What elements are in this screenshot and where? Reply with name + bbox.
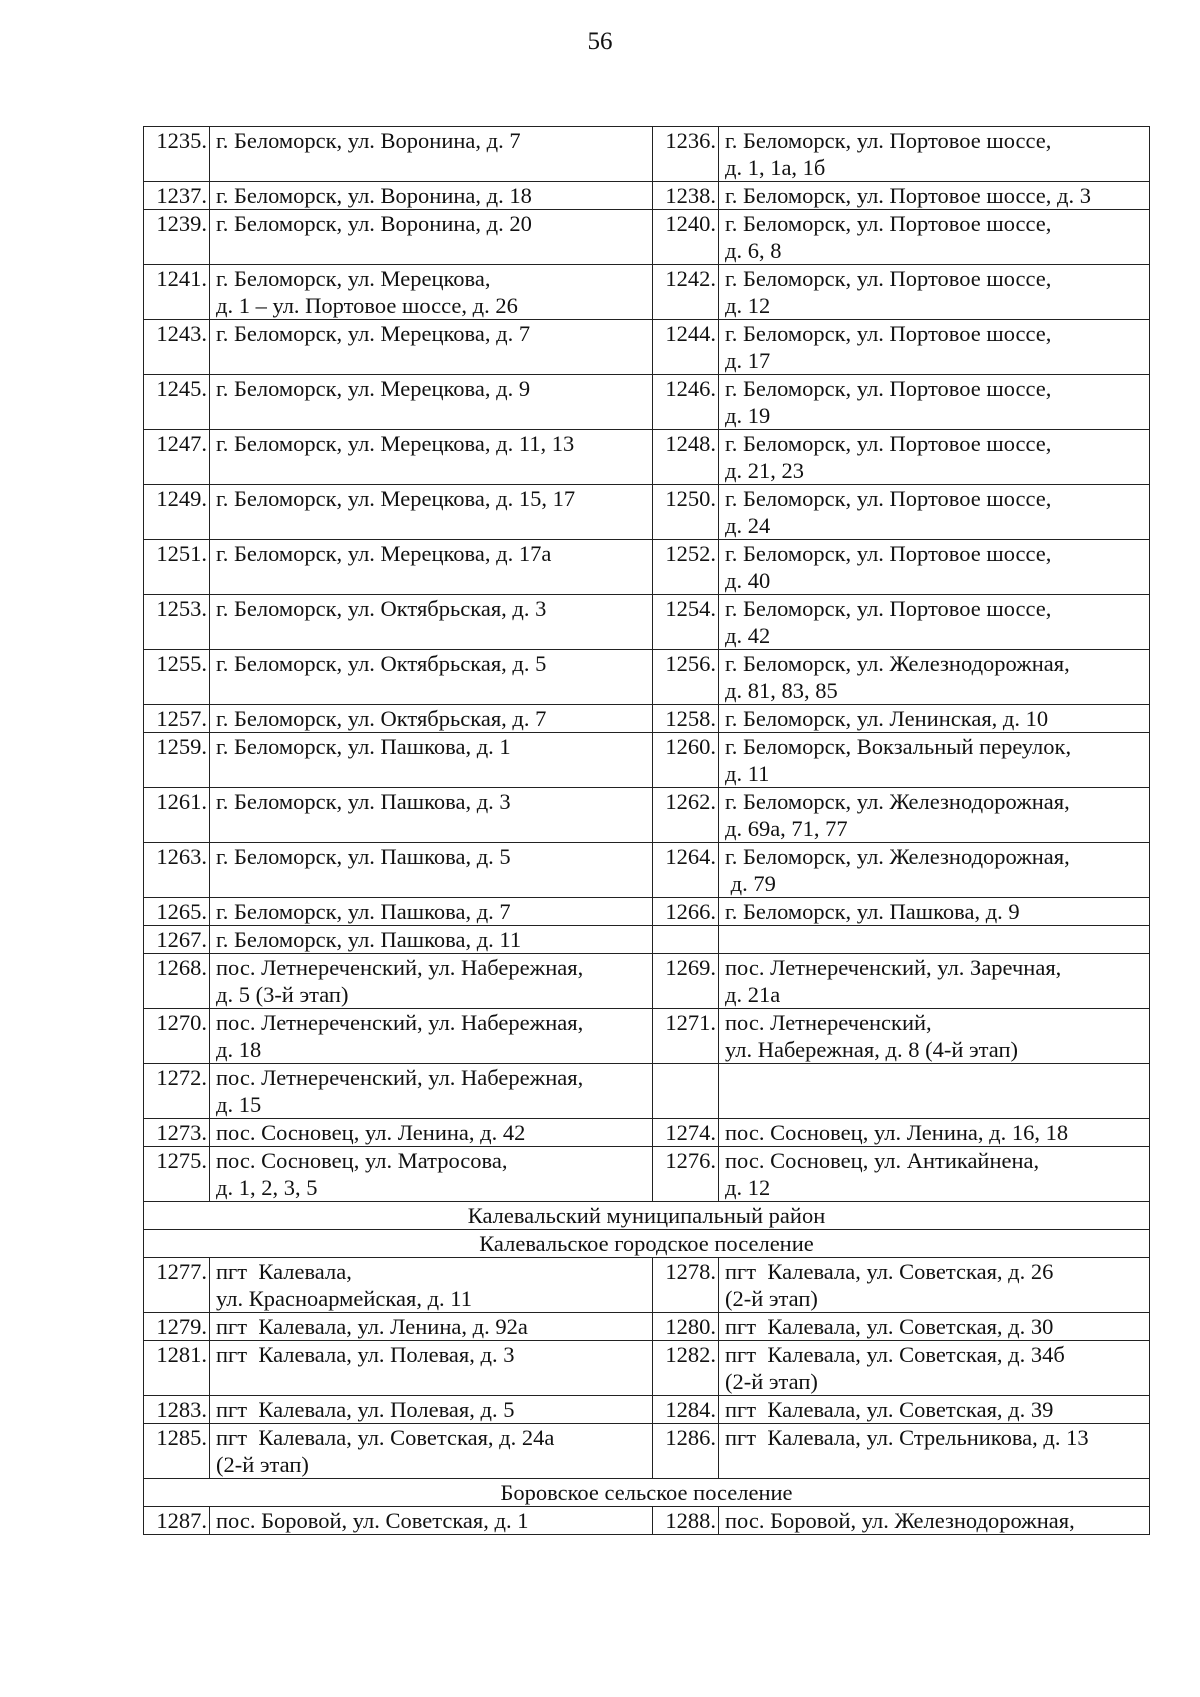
table-row	[144, 1147, 1150, 1202]
address-table	[143, 126, 1150, 1535]
table-row	[144, 127, 1150, 182]
entry-address: г. Беломорск, ул. Ленинская, д. 10	[719, 705, 1150, 733]
entry-address: пос. Летнереченский, ул. Набережная, д. 8 (4-й этап)	[719, 1009, 1150, 1064]
entry-address: пос. Сосновец, ул. Матросова, д. 1, 2, 3, 5	[210, 1147, 653, 1202]
entry-address: г. Беломорск, ул. Пашкова, д. 9	[719, 898, 1150, 926]
table-row	[144, 485, 1150, 540]
entry-number: 1279.	[144, 1313, 210, 1341]
table-row	[144, 1424, 1150, 1479]
entry-address: г. Беломорск, ул. Воронина, д. 20	[210, 210, 653, 265]
entry-address: г. Беломорск, ул. Портовое шоссе, д. 19	[719, 375, 1150, 430]
entry-number: 1254.	[653, 595, 719, 650]
entry-address: г. Беломорск, ул. Мерецкова, д. 1 – ул. Портовое шоссе, д. 26	[210, 265, 653, 320]
entry-number: 1274.	[653, 1119, 719, 1147]
entry-number: 1269.	[653, 954, 719, 1009]
entry-address: г. Беломорск, ул. Портовое шоссе, д. 6, 8	[719, 210, 1150, 265]
entry-number: 1272.	[144, 1064, 210, 1119]
entry-address: г. Беломорск, Вокзальный переулок, д. 11	[719, 733, 1150, 788]
entry-number: 1273.	[144, 1119, 210, 1147]
entry-address: г. Беломорск, ул. Портовое шоссе, д. 21, 23	[719, 430, 1150, 485]
entry-address: г. Беломорск, ул. Портовое шоссе, д. 42	[719, 595, 1150, 650]
entry-number: 1282.	[653, 1341, 719, 1396]
page-number: 56	[587, 28, 613, 55]
entry-address	[719, 1064, 1150, 1119]
entry-number: 1237.	[144, 182, 210, 210]
entry-address: пгт Калевала, ул. Советская, д. 30	[719, 1313, 1150, 1341]
entry-number: 1257.	[144, 705, 210, 733]
entry-address: пос. Боровой, ул. Железнодорожная,	[719, 1507, 1150, 1535]
entry-address: г. Беломорск, ул. Пашкова, д. 7	[210, 898, 653, 926]
entry-number: 1266.	[653, 898, 719, 926]
entry-number: 1277.	[144, 1258, 210, 1313]
table-row	[144, 926, 1150, 954]
entry-number: 1247.	[144, 430, 210, 485]
entry-address: г. Беломорск, ул. Воронина, д. 7	[210, 127, 653, 182]
entry-address: пгт Калевала, ул. Советская, д. 24а (2-й этап)	[210, 1424, 653, 1479]
entry-number: 1240.	[653, 210, 719, 265]
entry-number: 1268.	[144, 954, 210, 1009]
table-row	[144, 1313, 1150, 1341]
section-title: Боровское сельское поселение	[144, 1479, 1150, 1507]
table-row	[144, 1009, 1150, 1064]
table-row	[144, 788, 1150, 843]
table-row	[144, 705, 1150, 733]
entry-number: 1281.	[144, 1341, 210, 1396]
entry-address: г. Беломорск, ул. Пашкова, д. 11	[210, 926, 653, 954]
entry-address: пос. Летнереченский, ул. Набережная, д. 15	[210, 1064, 653, 1119]
entry-number: 1271.	[653, 1009, 719, 1064]
entry-number: 1284.	[653, 1396, 719, 1424]
entry-address: г. Беломорск, ул. Портовое шоссе, д. 3	[719, 182, 1150, 210]
section-row	[144, 1230, 1150, 1258]
entry-number: 1270.	[144, 1009, 210, 1064]
entry-number: 1251.	[144, 540, 210, 595]
entry-address: г. Беломорск, ул. Портовое шоссе, д. 40	[719, 540, 1150, 595]
entry-number: 1239.	[144, 210, 210, 265]
entry-address: г. Беломорск, ул. Железнодорожная, д. 81, 83, 85	[719, 650, 1150, 705]
entry-number: 1263.	[144, 843, 210, 898]
entry-address: пос. Сосновец, ул. Антикайнена, д. 12	[719, 1147, 1150, 1202]
entry-number: 1265.	[144, 898, 210, 926]
entry-number: 1283.	[144, 1396, 210, 1424]
entry-number: 1258.	[653, 705, 719, 733]
section-row	[144, 1202, 1150, 1230]
entry-number	[653, 926, 719, 954]
entry-number: 1245.	[144, 375, 210, 430]
table-row	[144, 650, 1150, 705]
table-row	[144, 1507, 1150, 1535]
table-row	[144, 430, 1150, 485]
entry-address: г. Беломорск, ул. Воронина, д. 18	[210, 182, 653, 210]
entry-address: пгт Калевала, ул. Советская, д. 26 (2-й этап)	[719, 1258, 1150, 1313]
table-row	[144, 595, 1150, 650]
entry-number: 1256.	[653, 650, 719, 705]
entry-address: г. Беломорск, ул. Мерецкова, д. 7	[210, 320, 653, 375]
entry-number: 1275.	[144, 1147, 210, 1202]
entry-address: г. Беломорск, ул. Портовое шоссе, д. 1, 1а, 1б	[719, 127, 1150, 182]
entry-address: пгт Калевала, ул. Советская, д. 39	[719, 1396, 1150, 1424]
entry-number: 1236.	[653, 127, 719, 182]
entry-number: 1260.	[653, 733, 719, 788]
entry-number: 1249.	[144, 485, 210, 540]
entry-number: 1288.	[653, 1507, 719, 1535]
entry-address: г. Беломорск, ул. Октябрьская, д. 3	[210, 595, 653, 650]
entry-address: пгт Калевала, ул. Полевая, д. 5	[210, 1396, 653, 1424]
entry-number: 1262.	[653, 788, 719, 843]
entry-number: 1285.	[144, 1424, 210, 1479]
entry-number: 1286.	[653, 1424, 719, 1479]
entry-address: пос. Летнереченский, ул. Заречная, д. 21а	[719, 954, 1150, 1009]
entry-address: пос. Боровой, ул. Советская, д. 1	[210, 1507, 653, 1535]
table-row	[144, 540, 1150, 595]
entry-address: г. Беломорск, ул. Октябрьская, д. 7	[210, 705, 653, 733]
entry-number: 1264.	[653, 843, 719, 898]
entry-number: 1276.	[653, 1147, 719, 1202]
entry-address: пгт Калевала, ул. Красноармейская, д. 11	[210, 1258, 653, 1313]
entry-number: 1261.	[144, 788, 210, 843]
table-row	[144, 1064, 1150, 1119]
table-row	[144, 1258, 1150, 1313]
entry-address: г. Беломорск, ул. Мерецкова, д. 9	[210, 375, 653, 430]
entry-number: 1253.	[144, 595, 210, 650]
table-row	[144, 1396, 1150, 1424]
entry-number: 1235.	[144, 127, 210, 182]
entry-number: 1259.	[144, 733, 210, 788]
entry-number: 1252.	[653, 540, 719, 595]
entry-address: г. Беломорск, ул. Мерецкова, д. 11, 13	[210, 430, 653, 485]
entry-number: 1280.	[653, 1313, 719, 1341]
entry-address: г. Беломорск, ул. Пашкова, д. 3	[210, 788, 653, 843]
entry-number: 1241.	[144, 265, 210, 320]
entry-address: пгт Калевала, ул. Стрельникова, д. 13	[719, 1424, 1150, 1479]
section-title: Калевальское городское поселение	[144, 1230, 1150, 1258]
table-row	[144, 182, 1150, 210]
table-row	[144, 320, 1150, 375]
entry-number: 1246.	[653, 375, 719, 430]
entry-number	[653, 1064, 719, 1119]
section-title: Калевальский муниципальный район	[144, 1202, 1150, 1230]
table-row	[144, 375, 1150, 430]
entry-address: г. Беломорск, ул. Портовое шоссе, д. 17	[719, 320, 1150, 375]
entry-number: 1242.	[653, 265, 719, 320]
section-row	[144, 1479, 1150, 1507]
entry-address	[719, 926, 1150, 954]
entry-number: 1255.	[144, 650, 210, 705]
table-row	[144, 1119, 1150, 1147]
entry-number: 1243.	[144, 320, 210, 375]
entry-address: пос. Летнереченский, ул. Набережная, д. 18	[210, 1009, 653, 1064]
entry-number: 1244.	[653, 320, 719, 375]
entry-number: 1250.	[653, 485, 719, 540]
entry-address: г. Беломорск, ул. Портовое шоссе, д. 12	[719, 265, 1150, 320]
entry-address: г. Беломорск, ул. Железнодорожная, д. 69а, 71, 77	[719, 788, 1150, 843]
table-row	[144, 1341, 1150, 1396]
entry-address: г. Беломорск, ул. Октябрьская, д. 5	[210, 650, 653, 705]
entry-address: пос. Сосновец, ул. Ленина, д. 16, 18	[719, 1119, 1150, 1147]
entry-number: 1248.	[653, 430, 719, 485]
entry-address: пгт Калевала, ул. Советская, д. 34б (2-й этап)	[719, 1341, 1150, 1396]
entry-number: 1287.	[144, 1507, 210, 1535]
table-row	[144, 954, 1150, 1009]
entry-address: г. Беломорск, ул. Мерецкова, д. 17а	[210, 540, 653, 595]
table-row	[144, 843, 1150, 898]
entry-address: г. Беломорск, ул. Портовое шоссе, д. 24	[719, 485, 1150, 540]
table-row	[144, 898, 1150, 926]
entry-address: г. Беломорск, ул. Железнодорожная, д. 79	[719, 843, 1150, 898]
entry-address: пос. Сосновец, ул. Ленина, д. 42	[210, 1119, 653, 1147]
entry-number: 1278.	[653, 1258, 719, 1313]
entry-address: пгт Калевала, ул. Полевая, д. 3	[210, 1341, 653, 1396]
entry-address: г. Беломорск, ул. Мерецкова, д. 15, 17	[210, 485, 653, 540]
table-row	[144, 265, 1150, 320]
entry-address: г. Беломорск, ул. Пашкова, д. 1	[210, 733, 653, 788]
table-row	[144, 733, 1150, 788]
table-row	[144, 210, 1150, 265]
entry-number: 1267.	[144, 926, 210, 954]
entry-address: пгт Калевала, ул. Ленина, д. 92а	[210, 1313, 653, 1341]
entry-number: 1238.	[653, 182, 719, 210]
entry-address: пос. Летнереченский, ул. Набережная, д. 5 (3-й этап)	[210, 954, 653, 1009]
entry-address: г. Беломорск, ул. Пашкова, д. 5	[210, 843, 653, 898]
